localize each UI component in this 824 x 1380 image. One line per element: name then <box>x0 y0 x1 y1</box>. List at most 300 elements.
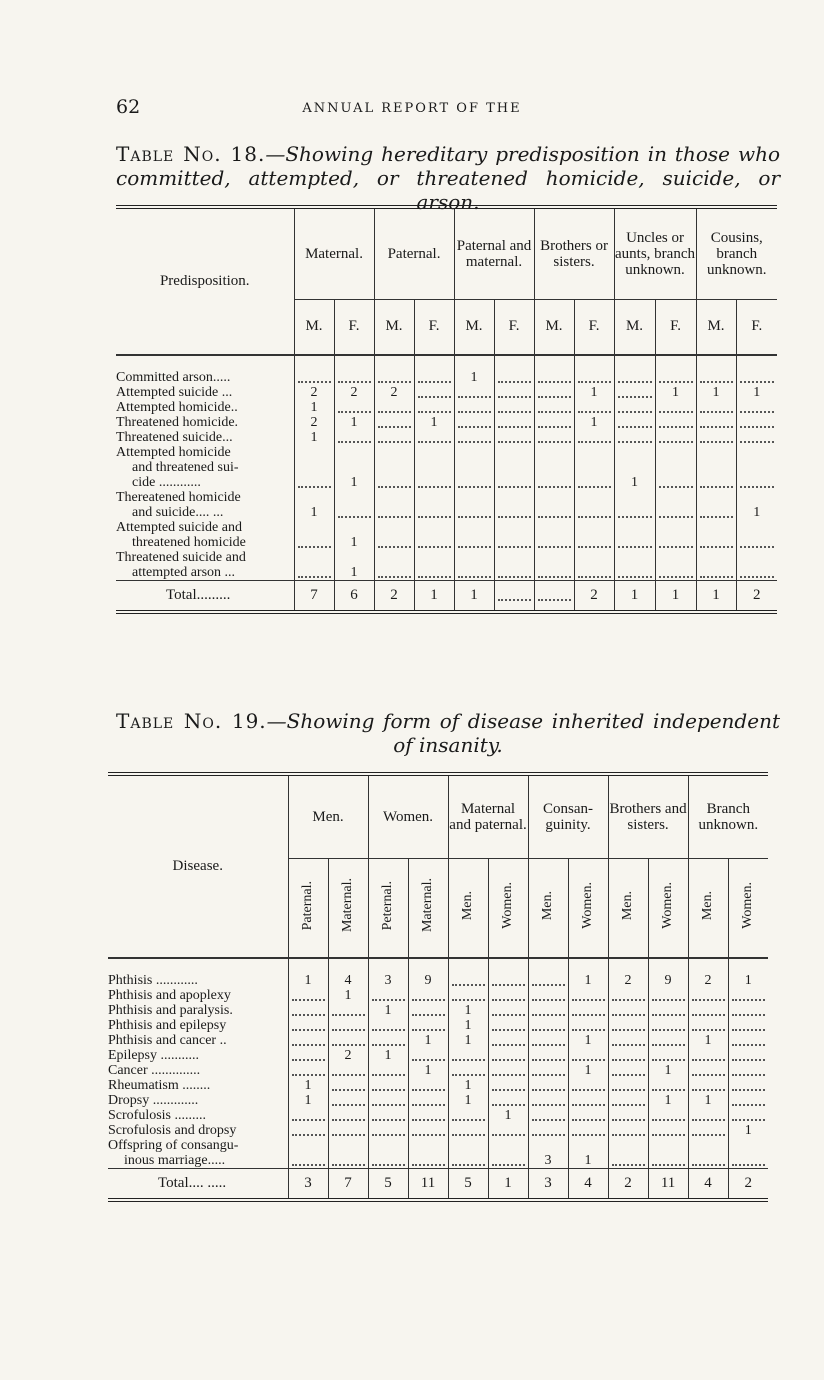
empty-cell <box>568 1123 608 1138</box>
dot-leader <box>659 535 693 548</box>
value-cell: 1 <box>294 490 334 520</box>
dot-leader <box>612 1078 645 1091</box>
empty-cell <box>328 1138 368 1169</box>
dot-leader <box>378 505 411 518</box>
t19-subheader <box>608 858 648 958</box>
value-cell: 1 <box>448 1033 488 1048</box>
dot-leader <box>659 475 693 488</box>
empty-cell <box>374 430 414 445</box>
value-cell: 1 <box>648 1063 688 1078</box>
dot-leader <box>492 1093 525 1106</box>
row-label-line: Threatened suicide... <box>116 430 233 445</box>
row-label-line: Offspring of consangu- <box>108 1138 239 1153</box>
dot-leader <box>458 415 491 428</box>
dot-leader <box>292 1048 325 1061</box>
dot-leader <box>418 565 451 578</box>
empty-cell <box>655 355 696 385</box>
empty-cell <box>494 445 534 490</box>
t18-subheader: M. <box>454 299 494 355</box>
value-cell: 2 <box>328 1048 368 1063</box>
dot-leader <box>452 973 485 986</box>
value-cell: 1 <box>328 988 368 1003</box>
empty-cell <box>328 1003 368 1018</box>
value-cell: 1 <box>368 1003 408 1018</box>
empty-cell <box>414 355 454 385</box>
total-cell: 2 <box>736 581 777 613</box>
dot-leader <box>572 988 605 1001</box>
t19-subheader-text: Paternal. <box>300 880 315 930</box>
empty-cell <box>408 988 448 1003</box>
dot-leader <box>538 565 571 578</box>
dot-leader <box>659 565 693 578</box>
empty-cell <box>574 430 614 445</box>
row-label <box>108 1123 288 1138</box>
empty-cell <box>568 1048 608 1063</box>
empty-cell <box>648 988 688 1003</box>
dot-leader <box>578 505 611 518</box>
empty-cell <box>368 1093 408 1108</box>
total-label: Total......... <box>116 581 294 613</box>
dot-leader <box>452 1123 485 1136</box>
empty-cell <box>454 490 494 520</box>
dot-leader <box>498 415 531 428</box>
dot-leader <box>700 400 733 413</box>
table-row <box>108 1123 768 1138</box>
empty-cell <box>368 1018 408 1033</box>
empty-cell <box>494 400 534 415</box>
dot-leader <box>332 1123 365 1136</box>
value-cell: 1 <box>448 1078 488 1093</box>
dot-leader <box>412 1123 445 1136</box>
empty-cell <box>288 1033 328 1048</box>
dot-leader <box>372 1063 405 1076</box>
empty-cell <box>414 520 454 550</box>
value-cell: 2 <box>334 385 374 400</box>
dot-leader <box>332 1093 365 1106</box>
t19-subheader-text: Men. <box>540 890 556 920</box>
empty-cell <box>728 1033 768 1048</box>
dot-leader <box>700 535 733 548</box>
dot-leader <box>652 1123 685 1136</box>
empty-cell <box>448 988 488 1003</box>
dot-leader <box>498 565 531 578</box>
empty-cell <box>328 1093 368 1108</box>
value-cell: 1 <box>288 1093 328 1108</box>
table-18 <box>116 205 777 614</box>
value-cell: 1 <box>574 385 614 400</box>
row-label <box>108 1063 288 1078</box>
table-row <box>116 430 777 445</box>
empty-cell <box>696 490 736 520</box>
total-label: Total.... ..... <box>108 1169 288 1201</box>
t19-subheader <box>688 858 728 958</box>
dot-leader <box>578 370 611 383</box>
t19-subheader-text: Maternal. <box>340 878 355 933</box>
row-label-line: Phthisis and cancer .. <box>108 1033 227 1048</box>
empty-cell <box>494 490 534 520</box>
empty-cell <box>328 1063 368 1078</box>
dot-leader <box>732 1093 766 1106</box>
row-label-line: Attempted suicide and <box>116 520 242 535</box>
dot-leader <box>372 1108 405 1121</box>
table-row <box>116 400 777 415</box>
empty-cell <box>534 520 574 550</box>
dot-leader <box>652 1048 685 1061</box>
empty-cell <box>608 1123 648 1138</box>
dot-leader <box>292 988 325 1001</box>
empty-cell <box>528 1093 568 1108</box>
value-cell: 1 <box>688 1033 728 1048</box>
empty-cell <box>374 490 414 520</box>
empty-cell <box>648 1123 688 1138</box>
dot-leader <box>332 1063 365 1076</box>
empty-cell <box>614 385 655 400</box>
dot-leader <box>618 535 652 548</box>
total-cell: 2 <box>728 1169 768 1201</box>
dot-leader <box>338 430 371 443</box>
empty-cell <box>614 400 655 415</box>
dot-leader <box>412 1048 445 1061</box>
row-label-line: Rheumatism ........ <box>108 1078 211 1093</box>
empty-cell <box>368 988 408 1003</box>
dot-leader <box>578 400 611 413</box>
table-19-caption <box>116 709 780 757</box>
dot-leader <box>498 588 531 601</box>
dot-leader <box>692 1048 725 1061</box>
dot-leader <box>538 588 571 601</box>
empty-cell <box>696 430 736 445</box>
table-row <box>116 550 777 581</box>
row-label <box>108 1078 288 1093</box>
empty-cell <box>288 988 328 1003</box>
value-cell: 1 <box>454 355 494 385</box>
empty-cell <box>288 1063 328 1078</box>
t19-group-header: Men. <box>288 774 368 858</box>
empty-cell <box>534 581 574 613</box>
t18-group-header: Uncles or aunts, branch unknown. <box>614 207 696 299</box>
dot-leader <box>378 415 411 428</box>
value-cell: 9 <box>408 958 448 988</box>
empty-cell <box>528 1108 568 1123</box>
dot-leader <box>498 475 531 488</box>
t19-subheader-text: Men. <box>460 890 476 920</box>
empty-cell <box>408 1108 448 1123</box>
table-row <box>108 958 768 988</box>
empty-cell <box>408 1048 448 1063</box>
value-cell: 2 <box>294 415 334 430</box>
dot-leader <box>458 430 491 443</box>
table-row <box>116 355 777 385</box>
table-row <box>116 415 777 430</box>
dot-leader <box>452 1063 485 1076</box>
t18-subheader: M. <box>294 299 334 355</box>
dot-leader <box>372 988 405 1001</box>
dot-leader <box>692 1003 725 1016</box>
value-cell: 1 <box>408 1063 448 1078</box>
dot-leader <box>732 1063 766 1076</box>
dot-leader <box>538 370 571 383</box>
dot-leader <box>418 535 451 548</box>
table-row <box>108 1108 768 1123</box>
dot-leader <box>418 370 451 383</box>
empty-cell <box>368 1033 408 1048</box>
dot-leader <box>732 1033 766 1046</box>
dot-leader <box>492 1078 525 1091</box>
total-cell: 1 <box>488 1169 528 1201</box>
dot-leader <box>492 973 525 986</box>
empty-cell <box>688 1063 728 1078</box>
dot-leader <box>492 1018 525 1031</box>
dot-leader <box>578 535 611 548</box>
dot-leader <box>412 1153 445 1166</box>
dot-leader <box>498 400 531 413</box>
table-row <box>116 520 777 550</box>
dot-leader <box>740 535 775 548</box>
dot-leader <box>338 370 371 383</box>
value-cell: 1 <box>574 415 614 430</box>
empty-cell <box>374 400 414 415</box>
empty-cell <box>568 988 608 1003</box>
dot-leader <box>458 535 491 548</box>
empty-cell <box>448 1123 488 1138</box>
t19-group-header: Women. <box>368 774 448 858</box>
value-cell: 2 <box>294 385 334 400</box>
dot-leader <box>618 430 652 443</box>
total-cell: 2 <box>574 581 614 613</box>
empty-cell <box>574 355 614 385</box>
empty-cell <box>368 1108 408 1123</box>
row-label <box>116 430 294 445</box>
row-label-line: Phthisis and epilepsy <box>108 1018 227 1033</box>
value-cell: 1 <box>568 1138 608 1169</box>
empty-cell <box>334 400 374 415</box>
empty-cell <box>608 1093 648 1108</box>
empty-cell <box>688 1003 728 1018</box>
empty-cell <box>528 958 568 988</box>
t18-group-header: Paternal. <box>374 207 454 299</box>
row-label <box>116 550 294 581</box>
t19-subheader-text: Men. <box>620 890 636 920</box>
total-cell: 7 <box>328 1169 368 1201</box>
dot-leader <box>378 475 411 488</box>
dot-leader <box>492 1048 525 1061</box>
value-cell: 1 <box>334 520 374 550</box>
dot-leader <box>732 1153 766 1166</box>
empty-cell <box>696 415 736 430</box>
empty-cell <box>494 355 534 385</box>
empty-cell <box>488 988 528 1003</box>
value-cell: 1 <box>728 1123 768 1138</box>
row-label <box>116 355 294 385</box>
empty-cell <box>688 1138 728 1169</box>
t19-subheader-text: Women. <box>580 881 596 929</box>
dot-leader <box>612 1048 645 1061</box>
value-cell: 1 <box>448 1093 488 1108</box>
empty-cell <box>728 1138 768 1169</box>
row-label-line: and threatened sui- <box>132 460 239 475</box>
empty-cell <box>294 355 334 385</box>
t19-subheader-text: Peternal. <box>380 880 395 930</box>
dot-leader <box>378 565 411 578</box>
empty-cell <box>534 415 574 430</box>
empty-cell <box>368 1078 408 1093</box>
dot-leader <box>612 1093 645 1106</box>
t19-subheader <box>728 858 768 958</box>
empty-cell <box>494 520 534 550</box>
empty-cell <box>414 430 454 445</box>
dot-leader <box>700 415 733 428</box>
value-cell: 3 <box>368 958 408 988</box>
empty-cell <box>334 490 374 520</box>
empty-cell <box>728 1063 768 1078</box>
empty-cell <box>648 1033 688 1048</box>
value-cell: 1 <box>568 1033 608 1048</box>
dot-leader <box>732 1003 766 1016</box>
empty-cell <box>368 1123 408 1138</box>
table-row <box>116 445 777 490</box>
row-label-line: Scrofulosis ......... <box>108 1108 206 1123</box>
dot-leader <box>378 430 411 443</box>
dot-leader <box>332 1018 365 1031</box>
empty-cell <box>408 1003 448 1018</box>
value-cell: 1 <box>334 445 374 490</box>
dot-leader <box>458 565 491 578</box>
table-19-label: Table No. 19. <box>116 709 267 733</box>
value-cell: 1 <box>736 385 777 400</box>
empty-cell <box>334 355 374 385</box>
empty-cell <box>574 550 614 581</box>
value-cell: 1 <box>736 490 777 520</box>
dot-leader <box>732 988 766 1001</box>
value-cell: 1 <box>368 1048 408 1063</box>
empty-cell <box>374 445 414 490</box>
value-cell: 4 <box>328 958 368 988</box>
row-label <box>108 1048 288 1063</box>
total-cell: 1 <box>696 581 736 613</box>
table-19-stub-header: Disease. <box>108 774 288 958</box>
dot-leader <box>659 505 693 518</box>
empty-cell <box>288 1108 328 1123</box>
table-row <box>108 1078 768 1093</box>
empty-cell <box>608 988 648 1003</box>
value-cell: 1 <box>288 1078 328 1093</box>
empty-cell <box>488 1033 528 1048</box>
dot-leader <box>492 1123 525 1136</box>
row-label <box>116 385 294 400</box>
empty-cell <box>448 958 488 988</box>
value-cell: 1 <box>614 445 655 490</box>
row-label <box>108 1018 288 1033</box>
table-row <box>108 988 768 1003</box>
empty-cell <box>568 1018 608 1033</box>
table-18-body <box>116 355 777 612</box>
empty-cell <box>648 1018 688 1033</box>
empty-cell <box>655 400 696 415</box>
dot-leader <box>618 505 652 518</box>
total-row <box>116 581 777 613</box>
empty-cell <box>334 430 374 445</box>
empty-cell <box>408 1123 448 1138</box>
empty-cell <box>528 988 568 1003</box>
dot-leader <box>692 1018 725 1031</box>
empty-cell <box>414 400 454 415</box>
empty-cell <box>648 1048 688 1063</box>
empty-cell <box>655 430 696 445</box>
empty-cell <box>288 1018 328 1033</box>
dot-leader <box>492 1003 525 1016</box>
value-cell: 1 <box>288 958 328 988</box>
dot-leader <box>412 988 445 1001</box>
empty-cell <box>288 1003 328 1018</box>
dot-leader <box>338 505 371 518</box>
row-label <box>116 415 294 430</box>
t19-subheader <box>368 858 408 958</box>
dot-leader <box>692 1063 725 1076</box>
row-label <box>108 958 288 988</box>
empty-cell <box>294 550 334 581</box>
dot-leader <box>740 370 775 383</box>
dot-leader <box>532 1123 565 1136</box>
empty-cell <box>655 490 696 520</box>
dot-leader <box>292 1108 325 1121</box>
empty-cell <box>374 355 414 385</box>
dot-leader <box>732 1108 766 1121</box>
dot-leader <box>700 565 733 578</box>
empty-cell <box>728 1108 768 1123</box>
value-cell: 9 <box>648 958 688 988</box>
empty-cell <box>374 550 414 581</box>
dot-leader <box>652 1003 685 1016</box>
empty-cell <box>454 520 494 550</box>
empty-cell <box>655 445 696 490</box>
row-label <box>116 400 294 415</box>
empty-cell <box>648 1078 688 1093</box>
value-cell: 3 <box>528 1138 568 1169</box>
dot-leader <box>732 1018 766 1031</box>
total-row <box>108 1169 768 1201</box>
total-cell: 4 <box>568 1169 608 1201</box>
empty-cell <box>568 1093 608 1108</box>
empty-cell <box>528 1063 568 1078</box>
empty-cell <box>494 550 534 581</box>
value-cell: 1 <box>648 1093 688 1108</box>
dot-leader <box>498 430 531 443</box>
empty-cell <box>728 1048 768 1063</box>
dot-leader <box>618 415 652 428</box>
value-cell: 1 <box>655 385 696 400</box>
empty-cell <box>574 400 614 415</box>
empty-cell <box>608 1063 648 1078</box>
dot-leader <box>532 1003 565 1016</box>
t18-subheader: M. <box>374 299 414 355</box>
empty-cell <box>568 1108 608 1123</box>
empty-cell <box>534 355 574 385</box>
dot-leader <box>618 565 652 578</box>
row-label-line: Epilepsy ........... <box>108 1048 199 1063</box>
row-label-line: Attempted suicide ... <box>116 385 233 400</box>
t18-group-header: Cousins, branch unknown. <box>696 207 777 299</box>
row-label-line: threatened homicide <box>132 535 246 550</box>
page-number: 62 <box>116 96 141 118</box>
empty-cell <box>648 1003 688 1018</box>
empty-cell <box>488 1093 528 1108</box>
dot-leader <box>618 370 652 383</box>
value-cell: 1 <box>408 1033 448 1048</box>
dot-leader <box>298 475 331 488</box>
row-label <box>108 1093 288 1108</box>
t19-subheader <box>568 858 608 958</box>
empty-cell <box>534 550 574 581</box>
